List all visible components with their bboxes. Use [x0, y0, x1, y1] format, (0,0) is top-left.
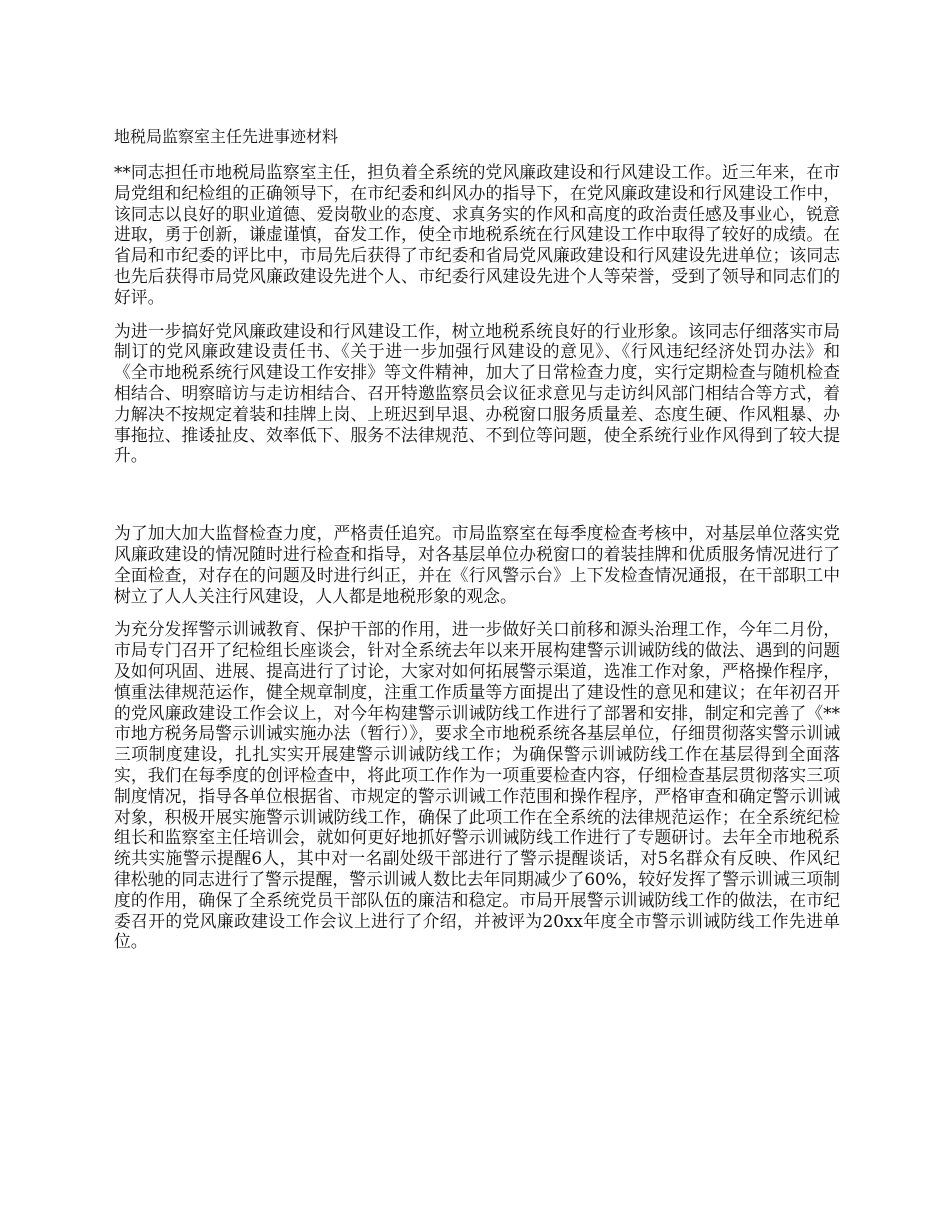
- document-page: [114, 126, 840, 965]
- document-title: 地税局监察室主任先进事迹材料: [114, 127, 339, 146]
- paragraph-3: 为了加大加大监督检查力度，严格责任追究。市局监察室在每季度检查考核中，对基层单位落实党风廉政建设的情况随时进行检查和指导，对各基层单位办税窗口的着装挂牌和优质服务情况进行了全面检查，对存在的问题及时进行纠正，并在《行风警示台》上下发检查情况通报，在干部职工中树立了人人关注行风建设，人人都是地税形象的观念。: [114, 523, 840, 606]
- paragraph-1: **同志担任市地税局监察室主任，担负着全系统的党风廉政建设和行风建设工作。近三年来，在市局党组和纪检组的正确领导下，在市纪委和纠风办的指导下，在党风廉政建设和行风建设工作中，该同志以良好的职业道德、爱岗敬业的态度、求真务实的作风和高度的政治责任感及事业心，锐意进取，勇于创新，谦虚谨慎，奋发工作，使全市地税系统在行风建设工作中取得了较好的成绩。在省局和市纪委的评比中，市局先后获得了市纪委和省局党风廉政建设和行风建设先进单位；该同志也先后获得市局党风廉政建设先进个人、市纪委行风建设先进个人等荣誉，受到了领导和同志们的好评。: [114, 162, 840, 307]
- paragraph-2: 为进一步搞好党风廉政建设和行风建设工作，树立地税系统良好的行业形象。该同志仔细落实市局制订的党风廉政建设责任书、《关于进一步加强行风建设的意见》、《行风违纪经济处罚办法》和《全市地税系统行风建设工作安排》等文件精神，加大了日常检查力度，实行定期检查与随机检查相结合、明察暗访与走访相结合、召开特邀监察员会议征求意见与走访纠风部门相结合等方式，着力解决不按规定着装和挂牌上岗、上班迟到早退、办税窗口服务质量差、态度生硬、作风粗暴、办事拖拉、推诿扯皮、效率低下、服务不法律规范、不到位等问题，使全系统行业作风得到了较大提升。: [114, 320, 840, 466]
- paragraph-4: 为充分发挥警示训诫教育、保护干部的作用，进一步做好关口前移和源头治理工作，今年二月份，市局专门召开了纪检组长座谈会，针对全系统去年以来开展构建警示训诫防线的做法、遇到的问题及如何巩固、进展、提高进行了讨论，大家对如何拓展警示渠道，选准工作对象，严格操作程序，慎重法律规范运作，健全规章制度，注重工作质量等方面提出了建设性的意见和建议；在年初召开的党风廉政建设工作会议上，对今年构建警示训诫防线工作进行了部署和安排，制定和完善了《**市地方税务局警示训诫实施办法（暂行）》，要求全市地税系统各基层单位，仔细贯彻落实警示训诫三项制度建设，扎扎实实开展建警示训诫防线工作；为确保警示训诫防线工作在基层得到全面落实，我们在每季度的创评检查中，将此项工作作为一项重要检查内容，仔细检查基层贯彻落实三项制度情况，指导各单位根据省、市规定的警示训诫工作范围和操作程序，严格审查和确定警示训诫对象，积极开展实施警示训诫防线工作，确保了此项工作在全系统的法律规范运作；在全系统纪检组长和监察室主任培训会，就如何更好地抓好警示训诫防线工作进行了专题研讨。去年全市地税系统共实施警示提醒6人，其中对一名副处级干部进行了警示提醒谈话，对5名群众有反映、作风纪律松驰的同志进行了警示提醒，警示训诫人数比去年同期减少了60%，较好发挥了警示训诫三项制度的作用，确保了全系统党员干部队伍的廉洁和稳定。市局开展警示训诫防线工作的做法，在市纪委召开的党风廉政建设工作会议上进行了介绍，并被评为20xx年度全市警示训诫防线工作先进单位。: [114, 619, 840, 952]
